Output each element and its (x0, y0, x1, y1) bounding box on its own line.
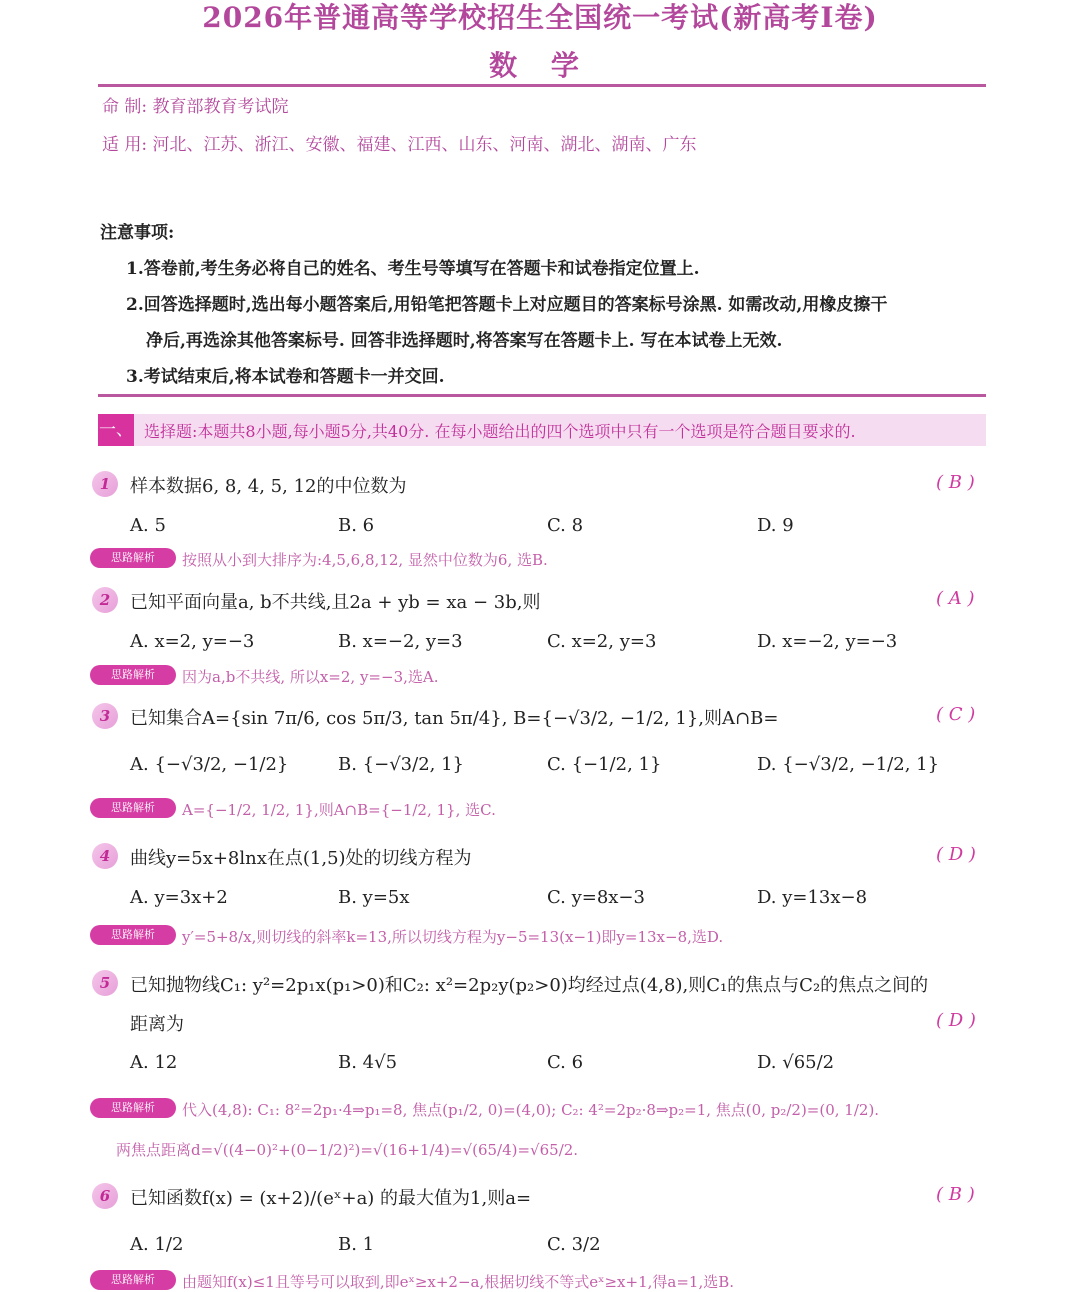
option-c: C. 6 (547, 1052, 584, 1073)
option-d: D. x=−2, y=−3 (757, 631, 898, 652)
section-number: 一、 (98, 414, 134, 446)
solution-badge: 思路解析 (90, 925, 176, 945)
applicable-line: 适 用: 河北、江苏、浙江、安徽、福建、江西、山东、河南、湖北、湖南、广东 (102, 135, 697, 155)
question-text-cont: 距离为 (130, 1014, 184, 1035)
option-b: B. {−√3/2, 1} (338, 754, 464, 775)
note-3: 3.考试结束后,将本试卷和答题卡一并交回. (126, 367, 445, 387)
solution-badge: 思路解析 (90, 1270, 176, 1290)
notes-heading: 注意事项: (100, 223, 175, 243)
option-a: A. y=3x+2 (130, 887, 228, 908)
divider-top (98, 84, 986, 87)
question-text: 已知函数f(x) = (x+2)/(eˣ+a) 的最大值为1,则a= (130, 1188, 532, 1209)
question-number-badge: 1 (92, 471, 118, 497)
solution-text: 因为a,b不共线, 所以x=2, y=−3,选A. (182, 668, 439, 686)
answer-mark: ( B ) (936, 1184, 975, 1205)
exam-title: 2026年普通高等学校招生全国统一考试(新高考Ⅰ卷) (202, 1, 878, 34)
answer-mark: ( D ) (936, 1010, 976, 1031)
option-c: C. y=8x−3 (547, 887, 645, 908)
option-b: B. 4√5 (338, 1052, 398, 1073)
option-b: B. x=−2, y=3 (338, 631, 463, 652)
question-number-badge: 5 (92, 970, 118, 996)
option-d: D. y=13x−8 (757, 887, 868, 908)
subject-title: 数 学 (489, 49, 591, 82)
option-b: B. 1 (338, 1234, 375, 1255)
question-number-badge: 4 (92, 843, 118, 869)
solution-badge: 思路解析 (90, 798, 176, 818)
option-c: C. x=2, y=3 (547, 631, 657, 652)
question-text: 已知平面向量a, b不共线,且2a + yb = xa − 3b,则 (130, 592, 541, 613)
answer-mark: ( D ) (936, 844, 976, 865)
option-c: C. 8 (547, 515, 584, 536)
solution-badge: 思路解析 (90, 665, 176, 685)
question-text: 已知集合A={sin 7π/6, cos 5π/3, tan 5π/4}, B={−√3/2, −1/2, 1},则A∩B= (130, 708, 779, 729)
option-a: A. x=2, y=−3 (130, 631, 255, 652)
option-c: C. {−1/2, 1} (547, 754, 662, 775)
solution-text: 代入(4,8): C₁: 8²=2p₁·4⇒p₁=8, 焦点(p₁/2, 0)=(4,0); C₂: 4²=2p₂·8⇒p₂=1, 焦点(0, p₂/2)=(0, 1/2). (182, 1101, 880, 1119)
solution-text: 按照从小到大排序为:4,5,6,8,12, 显然中位数为6, 选B. (182, 551, 548, 569)
answer-mark: ( C ) (936, 704, 976, 725)
question-text: 曲线y=5x+8lnx在点(1,5)处的切线方程为 (130, 848, 472, 869)
compiler-line: 命 制: 教育部教育考试院 (102, 97, 289, 117)
solution-badge: 思路解析 (90, 548, 176, 568)
question-text: 样本数据6, 8, 4, 5, 12的中位数为 (130, 476, 407, 497)
option-c: C. 3/2 (547, 1234, 601, 1255)
option-d: D. {−√3/2, −1/2, 1} (757, 754, 940, 775)
option-b: B. y=5x (338, 887, 410, 908)
section-instructions: 选择题:本题共8小题,每小题5分,共40分. 在每小题给出的四个选项中只有一个选项是符合题目要求的. (144, 422, 856, 441)
question-text: 已知抛物线C₁: y²=2p₁x(p₁>0)和C₂: x²=2p₂y(p₂>0)均经过点(4,8),则C₁的焦点与C₂的焦点之间的 (130, 975, 929, 996)
option-a: A. {−√3/2, −1/2} (130, 754, 289, 775)
answer-mark: ( B ) (936, 472, 975, 493)
divider-notes (98, 394, 986, 397)
note-2: 2.回答选择题时,选出每小题答案后,用铅笔把答题卡上对应题目的答案标号涂黑. 如需改动,用橡皮擦干 (126, 295, 888, 315)
question-number-badge: 3 (92, 703, 118, 729)
note-1: 1.答卷前,考生务必将自己的姓名、考生号等填写在答题卡和试卷指定位置上. (126, 259, 700, 279)
question-number-badge: 2 (92, 587, 118, 613)
option-d: D. √65/2 (757, 1052, 835, 1073)
question-number-badge: 6 (92, 1183, 118, 1209)
answer-mark: ( A ) (936, 588, 975, 609)
option-a: A. 5 (130, 515, 166, 536)
solution-text-cont: 两焦点距离d=√((4−0)²+(0−1/2)²)=√(16+1/4)=√(65/4)=√65/2. (116, 1141, 579, 1159)
option-a: A. 1/2 (130, 1234, 184, 1255)
option-b: B. 6 (338, 515, 375, 536)
solution-text: y′=5+8/x,则切线的斜率k=13,所以切线方程为y−5=13(x−1)即y=13x−8,选D. (182, 928, 724, 946)
section-header (98, 414, 986, 446)
note-2-cont: 净后,再选涂其他答案标号. 回答非选择题时,将答案写在答题卡上. 写在本试卷上无效. (146, 331, 783, 351)
solution-text: 由题知f(x)≤1且等号可以取到,即eˣ≥x+2−a,根据切线不等式eˣ≥x+1,得a=1,选B. (182, 1273, 735, 1291)
option-a: A. 12 (130, 1052, 178, 1073)
solution-text: A={−1/2, 1/2, 1},则A∩B={−1/2, 1}, 选C. (182, 801, 496, 819)
option-d: D. 9 (757, 515, 794, 536)
solution-badge: 思路解析 (90, 1098, 176, 1118)
